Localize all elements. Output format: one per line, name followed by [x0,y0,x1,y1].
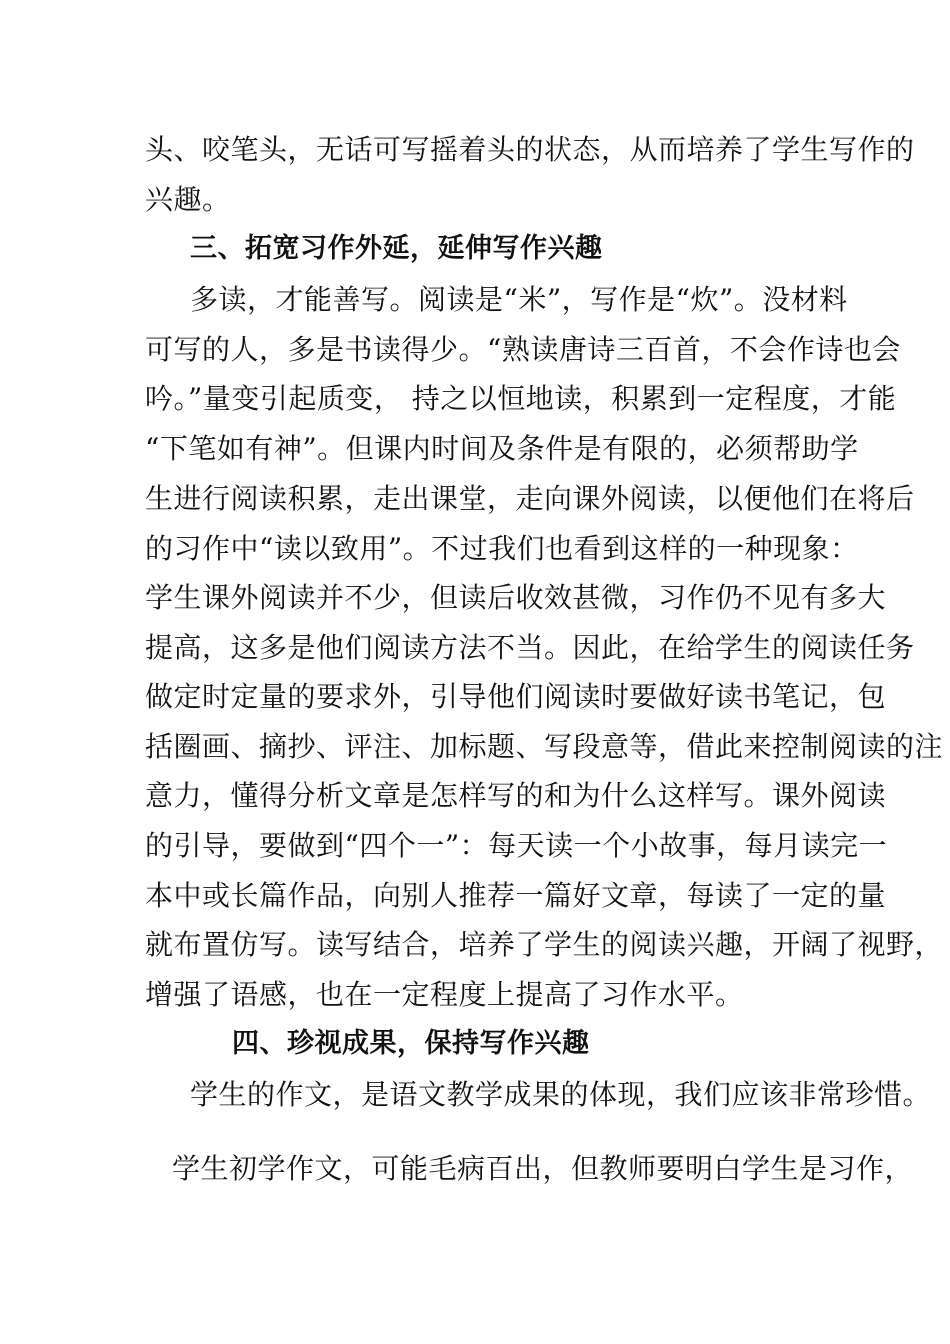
paragraph-line: 本中或长篇作品，向别人推荐一篇好文章，每读了一定的量 [145,879,887,912]
paragraph-line: 括圈画、摘抄、评注、加标题、写段意等，借此来控制阅读的注 [145,730,944,763]
paragraph-line: 学生的作文，是语文教学成果的体现，我们应该非常珍惜。 [190,1078,932,1111]
paragraph-line: 就布置仿写。读写结合，培养了学生的阅读兴趣，开阔了视野， [145,928,944,961]
paragraph-line: 意力，懂得分析文章是怎样写的和为什么这样写。课外阅读 [145,779,887,812]
paragraph-line: 可写的人，多是书读得少。“熟读唐诗三百首，不会作诗也会 [145,333,901,366]
paragraph-line: 生进行阅读积累，走出课堂，走向课外阅读，以便他们在将后 [145,482,915,515]
paragraph-line: 的习作中“读以致用”。不过我们也看到这样的一种现象： [145,532,859,565]
paragraph-line: 兴趣。 [145,183,231,216]
paragraph-line: 提高，这多是他们阅读方法不当。因此，在给学生的阅读任务 [145,631,915,664]
paragraph-line: 学生初学作文，可能毛病百出，但教师要明白学生是习作， [172,1152,914,1185]
paragraph-line: “下笔如有神”。但课内时间及条件是有限的，必须帮助学 [145,432,859,465]
paragraph-line: 吟。”量变引起质变， 持之以恒地读，积累到一定程度，才能 [145,382,897,415]
paragraph-line: 学生课外阅读并不少，但读后收效甚微，习作仍不见有多大 [145,581,887,614]
paragraph-line: 增强了语感，也在一定程度上提高了习作水平。 [145,978,744,1011]
paragraph-line: 的引导，要做到“四个一”：每天读一个小故事，每月读完一 [145,829,888,862]
paragraph-line: 多读，才能善写。阅读是“米”，写作是“炊”。没材料 [190,283,848,316]
section-heading: 四、珍视成果，保持写作兴趣 [232,1028,590,1059]
paragraph-line: 头、咬笔头，无话可写摇着头的状态，从而培养了学生写作的 [145,133,915,166]
section-heading: 三、拓宽习作外延，延伸写作兴趣 [190,233,603,264]
paragraph-line: 做定时定量的要求外，引导他们阅读时要做好读书笔记，包 [145,680,887,713]
